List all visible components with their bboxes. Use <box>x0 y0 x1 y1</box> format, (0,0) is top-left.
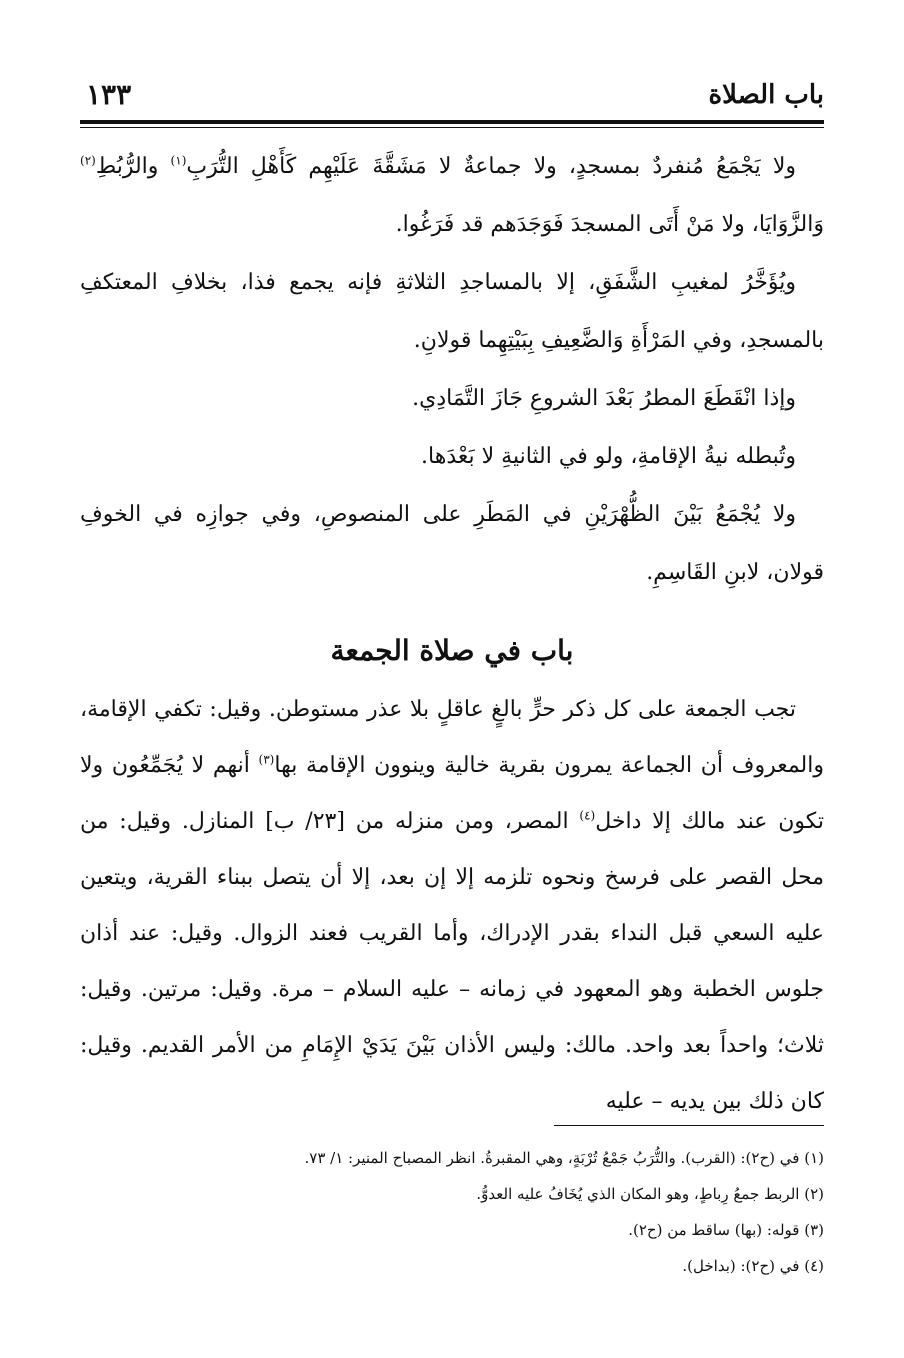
section-heading: باب في صلاة الجمعة <box>330 634 574 667</box>
footnote: (٤) في (ح٢): (بداخل). <box>682 1257 824 1275</box>
footnotes <box>80 1140 824 1284</box>
paragraph: وإذا انْقَطَعَ المطرُ بَعْدَ الشروعِ جَازَ التَّمَادِي. <box>412 386 796 411</box>
paragraph: ولا يُجْمَعُ بَيْنَ الظُّهْرَيْنِ في المَطَرِ على المنصوصِ، وفي جوازِه في الخوفِ قولان، لابنِ القَاسِمِ. <box>80 502 824 585</box>
header-rule-thin <box>80 127 824 128</box>
footnote: (١) في (ح٢): (القرب). والتُّرَبُ جَمْعُ تُرْبَةٍ، وهي المقبرةُ. انظر المصباح المنير: ١/ ٧٣. <box>304 1149 824 1167</box>
page-number: ١٣٣ <box>86 78 132 111</box>
footnote-separator <box>554 1125 824 1126</box>
footnote-ref: (٣) <box>258 752 275 767</box>
paragraph: تجب الجمعة على كل ذكر حرٍّ بالغٍ عاقلٍ بلا عذر مستوطن. وقيل: تكفي الإقامة، والمعروف أن الجماعة يمرون بقرية خالية وينوون الإقامة بها$^{(٣)}$ أنهم لا يُجَمِّعُون ولا تكون عند مالك إلا داخل$^{(٤)}$ المصر، ومن منزله من [٢٣/ ب] المنازل. وقيل: من محل القصر على فرسخ ونحوه تلزمه إلا إن بعد، إلا أن يتصل ببناء القرية، ويتعين عليه السعي قبل النداء بقدر الإدراك، وأما القريب فعند الزوال. وقيل: عند أذان جلوس الخطبة وهو المعهود في زمانه – عليه السلام – مرة. وقيل: مرتين. وقيل: ثلاث؛ واحداً بعد واحد. مالك: وليس الأذان بَيْنَ يَدَيْ الإِمَامِ من الأمر القديم. وقيل: كان ذلك بين يديه – عليه <box>80 697 825 1114</box>
footnote-ref: (٢) <box>80 153 96 168</box>
footnote: (٢) الربط جمعُ رِباطٍ، وهو المكان الذي يُخَافُ عليه العدوُّ. <box>476 1185 824 1203</box>
running-header <box>80 72 824 116</box>
section-friday-body <box>80 682 824 1130</box>
paragraph: ولا يَجْمَعُ مُنفردٌ بمسجدٍ، ولا جماعةٌ لا مَشَقَّةَ عَلَيْهِم كَأَهْلِ التُّرَبِ$^{(١)}$ والرُّبُطِ$^{(٢)}$ وَالزَّوَايَا، ولا مَنْ أَتَى المسجدَ فَوَجَدَهم قد فَرَغُوا. <box>80 153 824 237</box>
footnote-ref: (١) <box>170 153 187 168</box>
header-title: باب الصلاة <box>708 80 824 110</box>
footnote-ref: (٤) <box>579 808 596 823</box>
header-rule-thick <box>80 120 824 124</box>
footnote: (٣) قوله: (بها) ساقط من (ح٢). <box>628 1221 824 1239</box>
section-prayer-body <box>80 138 824 602</box>
paragraph: ويُؤَخَّرُ لمغيبِ الشَّفَقِ، إلا بالمساجدِ الثلاثةِ فإنه يجمع فذا، بخلافِ المعتكفِ بالمسجدِ، وفي المَرْأَةِ وَالضَّعِيفِ بِبَيْتِهِما قولانِ. <box>80 270 824 353</box>
paragraph: وتُبطله نيةُ الإقامةِ، ولو في الثانيةِ لا بَعْدَها. <box>421 444 796 469</box>
